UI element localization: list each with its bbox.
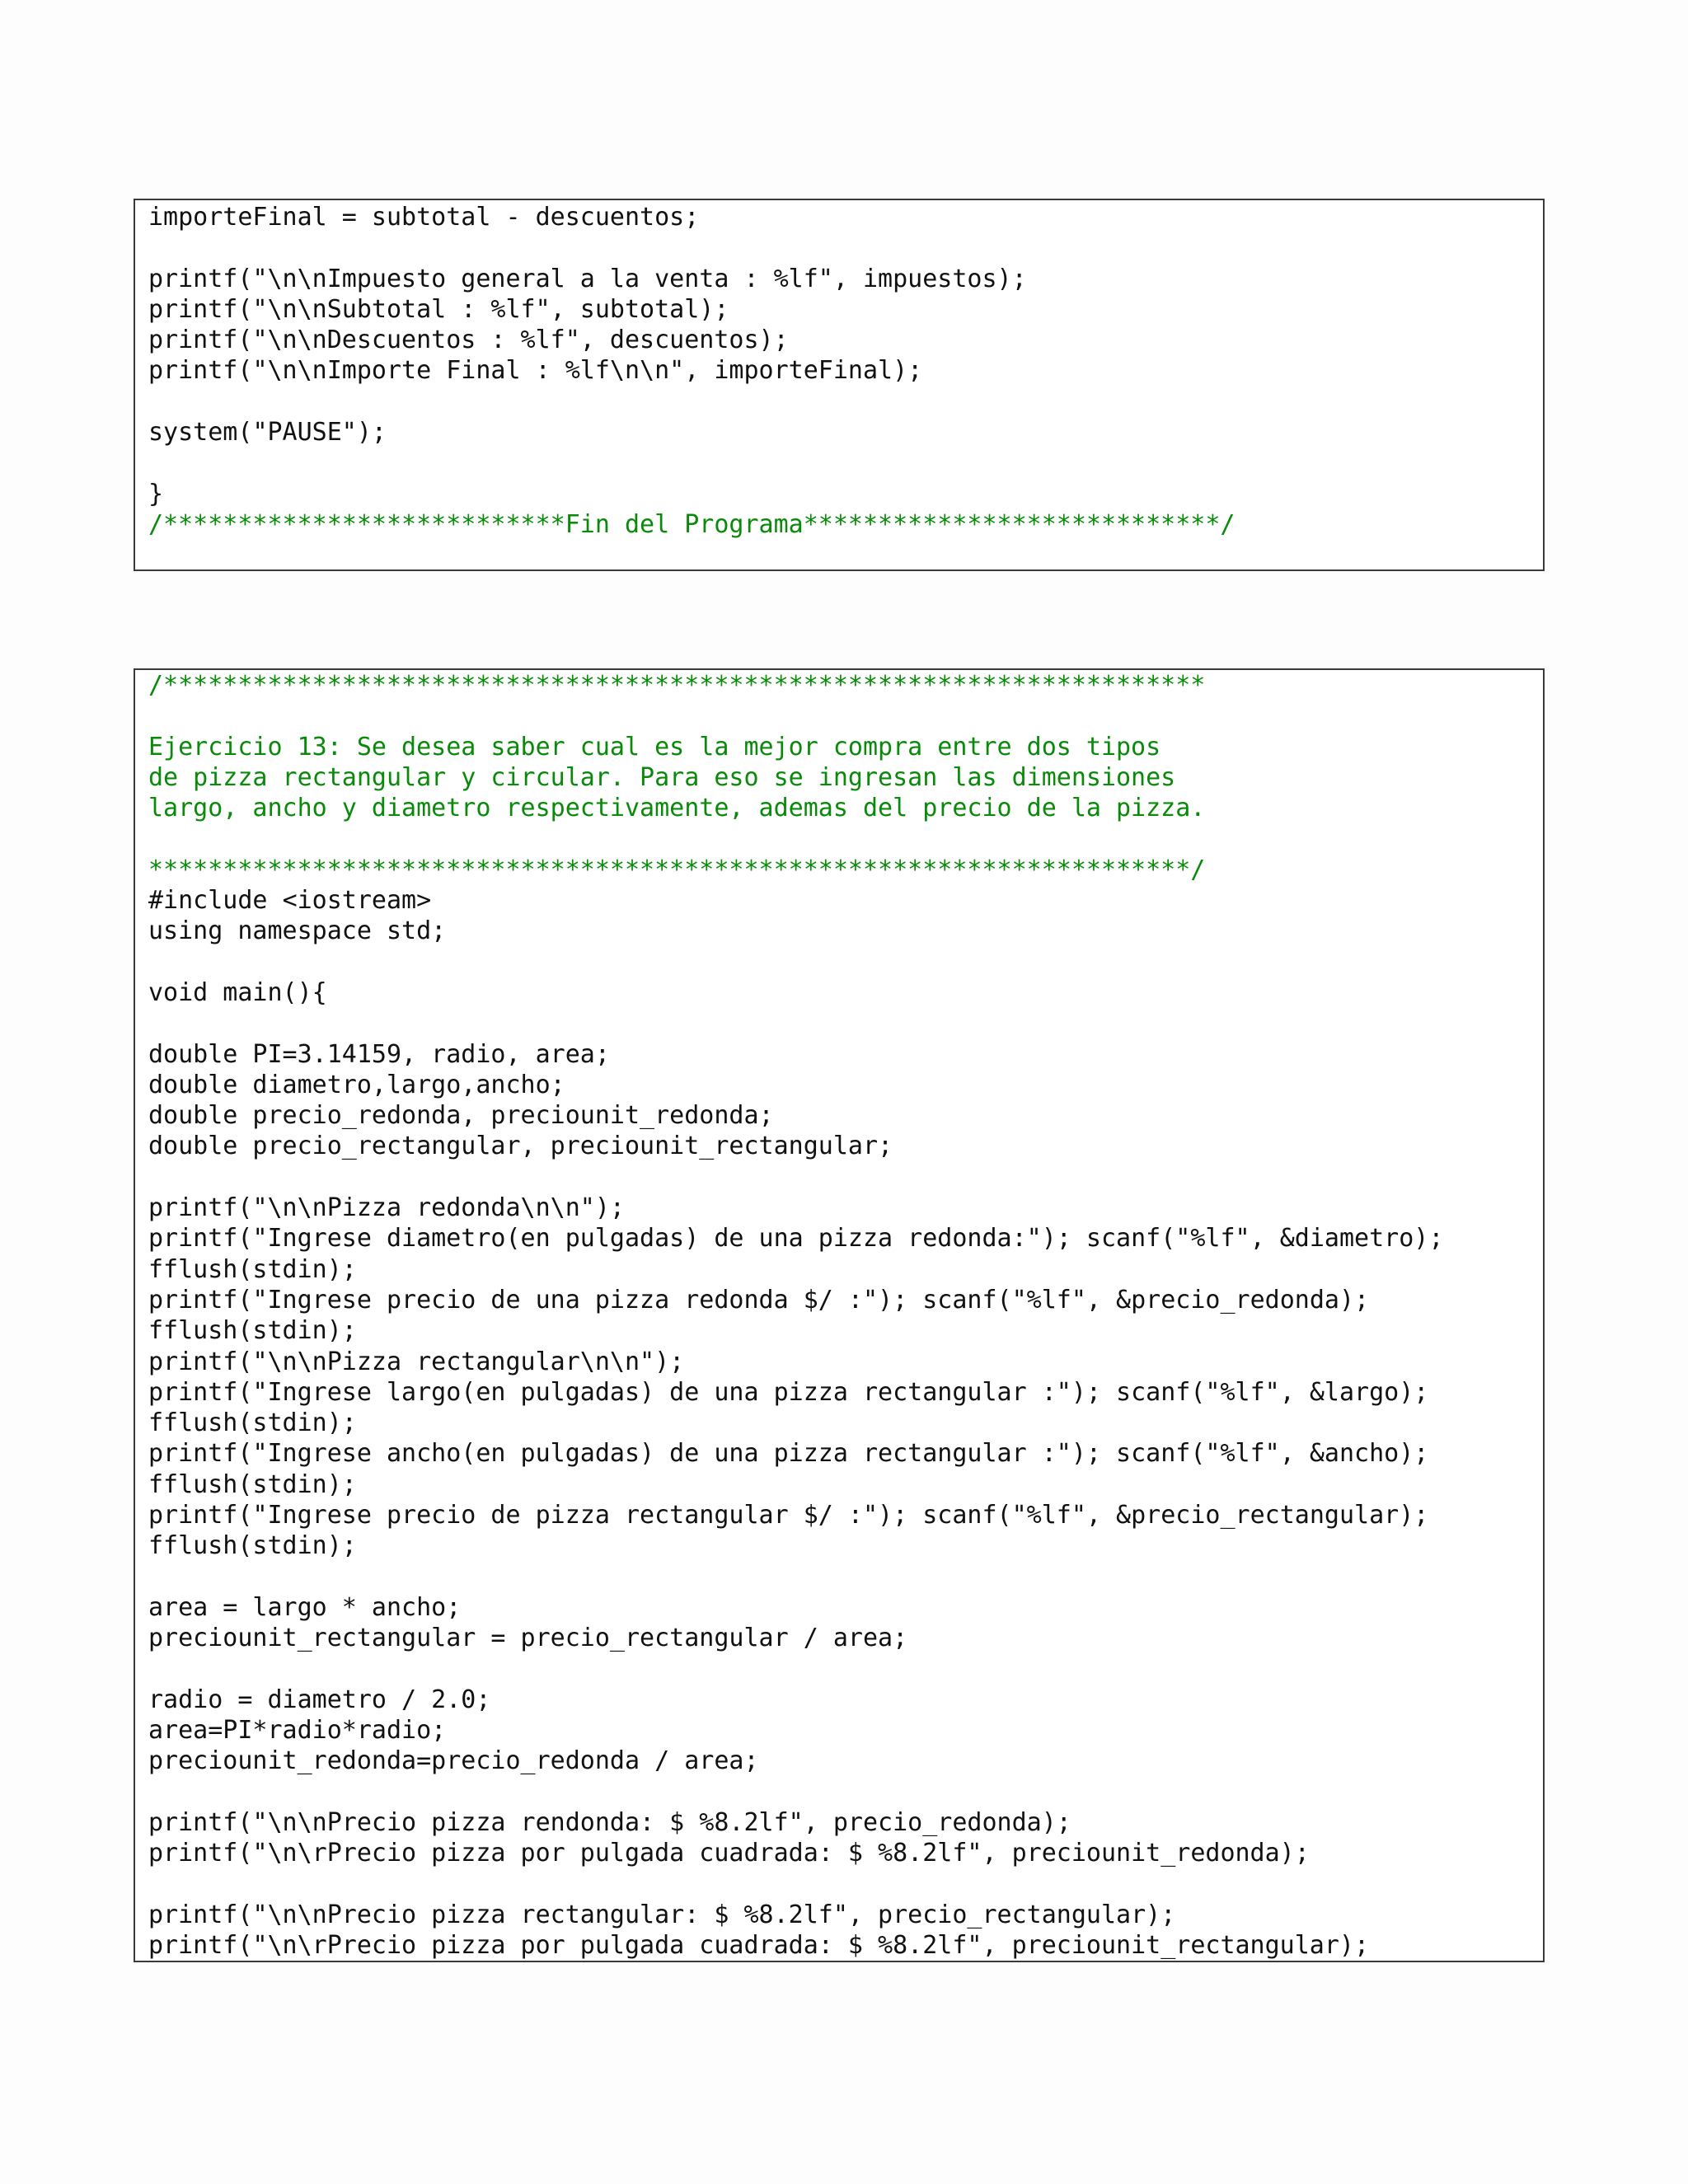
code-token-string: "\n\nPizza redonda\n\n" <box>252 1193 595 1223</box>
code-line <box>148 1408 1530 1438</box>
code-token-plain: ); scanf( <box>878 1501 1012 1530</box>
code-token-plain: radio = diametro / 2.0; <box>148 1685 491 1714</box>
code-token-plain: , &diametro); <box>1250 1224 1444 1254</box>
code-token-string: "%lf" <box>1205 1377 1280 1407</box>
code-token-plain: printf( <box>148 1501 253 1530</box>
code-token-plain: ); scanf( <box>1041 1224 1176 1254</box>
code-token-plain: , &precio_redonda); <box>1085 1285 1370 1315</box>
code-token-string: "Ingrese ancho(en pulgadas) de una pizza rectangular :" <box>252 1439 1071 1469</box>
code-token-keyword: void <box>148 977 209 1007</box>
code-token-keyword: using namespace <box>148 916 372 946</box>
code-token-plain: , &precio_rectangular); <box>1085 1501 1429 1530</box>
code-line <box>148 855 1530 885</box>
code-line <box>148 387 1530 417</box>
code-token-plain: diametro,largo,ancho; <box>237 1070 565 1099</box>
code-token-plain: , precio_redonda); <box>803 1807 1071 1837</box>
code-token-string: "\n\nPrecio pizza rendonda: $ %8.2lf" <box>252 1807 804 1837</box>
code-token-comment: /***************************Fin del Programa****************************/ <box>148 509 1236 539</box>
code-line <box>148 1438 1530 1469</box>
code-line <box>148 1469 1530 1500</box>
code-line <box>148 1900 1530 1930</box>
code-line <box>148 1930 1530 1961</box>
code-token-plain: fflush(stdin); <box>148 1531 357 1561</box>
code-token-plain: printf( <box>148 1807 253 1837</box>
code-token-string: "\n\nSubtotal : %lf" <box>252 294 551 324</box>
code-token-keyword: double <box>148 1101 238 1131</box>
code-line <box>148 1131 1530 1161</box>
code-token-plain: printf( <box>148 1439 253 1469</box>
code-token-string: "Ingrese precio de pizza rectangular $/ :" <box>252 1501 879 1530</box>
code-token-comment: **********************************************************************/ <box>148 855 1206 884</box>
code-line <box>148 1008 1530 1038</box>
code-line <box>148 479 1530 509</box>
code-line <box>148 885 1530 916</box>
code-token-plain: printf( <box>148 264 253 293</box>
code-line <box>148 1623 1530 1653</box>
code-token-plain: , subtotal); <box>550 294 729 324</box>
code-token-plain: ); scanf( <box>1071 1439 1206 1469</box>
code-token-plain: fflush(stdin); <box>148 1469 357 1499</box>
code-line <box>148 947 1530 977</box>
code-line <box>148 823 1530 854</box>
code-line <box>148 1223 1530 1254</box>
code-token-plain: ); <box>654 1347 685 1376</box>
code-token-plain: main(){ <box>208 977 327 1007</box>
code-line <box>148 232 1530 263</box>
code-line <box>148 1807 1530 1838</box>
code-token-keyword: double <box>148 1132 238 1161</box>
code-token-plain: , &largo); <box>1279 1377 1429 1407</box>
code-line <box>148 1500 1530 1530</box>
code-line <box>148 448 1530 478</box>
code-token-plain: ); <box>594 1193 625 1223</box>
code-line <box>148 325 1530 355</box>
code-line <box>148 1777 1530 1807</box>
code-token-plain: } <box>148 479 164 509</box>
code-token-string: "\n\nPrecio pizza rectangular: $ %8.2lf" <box>252 1900 848 1929</box>
code-token-plain: ); <box>356 418 387 448</box>
code-line <box>148 1315 1530 1346</box>
code-line <box>148 202 1530 232</box>
code-line <box>148 762 1530 793</box>
code-token-string: "Ingrese precio de una pizza redonda $/ :" <box>252 1285 879 1315</box>
code-token-string: "%lf" <box>1011 1285 1086 1315</box>
code-token-plain: area = largo * ancho; <box>148 1592 462 1622</box>
code-token-plain: printf( <box>148 1193 253 1223</box>
code-line <box>148 1715 1530 1746</box>
code-token-keyword: double <box>148 1039 238 1069</box>
code-token-plain: printf( <box>148 326 253 355</box>
code-line <box>148 355 1530 386</box>
code-token-plain: printf( <box>148 294 253 324</box>
code-token-plain: importeFinal = subtotal - descuentos; <box>148 203 700 232</box>
code-line <box>148 509 1530 540</box>
code-token-string: <iostream> <box>282 886 432 916</box>
code-block-end-of-program <box>134 199 1545 571</box>
code-token-plain: ); scanf( <box>1071 1377 1206 1407</box>
code-token-plain: precio_rectangular, preciounit_rectangular; <box>237 1132 893 1161</box>
code-line <box>148 1654 1530 1685</box>
code-line <box>148 1162 1530 1193</box>
code-token-plain: , preciounit_redonda); <box>982 1839 1310 1868</box>
code-token-plain: , precio_rectangular); <box>847 1900 1176 1929</box>
code-token-plain: , descuentos); <box>579 326 789 355</box>
code-token-plain: std; <box>371 916 447 946</box>
code-token-plain: printf( <box>148 1224 253 1254</box>
code-token-plain: area=PI*radio*radio; <box>148 1716 447 1746</box>
code-line <box>148 916 1530 946</box>
code-token-plain: printf( <box>148 356 253 386</box>
code-token-plain: , importeFinal); <box>684 356 923 386</box>
code-line <box>148 294 1530 325</box>
code-token-string: "\n\nPizza rectangular\n\n" <box>252 1347 655 1376</box>
code-line <box>148 1254 1530 1285</box>
code-token-plain: printf( <box>148 1377 253 1407</box>
code-line <box>148 264 1530 294</box>
code-token-comment: largo, ancho y diametro respectivamente, ademas del precio de la pizza. <box>148 794 1206 823</box>
code-line <box>148 1193 1530 1223</box>
code-line <box>148 1685 1530 1715</box>
code-line <box>148 1070 1530 1100</box>
code-token-plain: , impuestos); <box>832 264 1027 293</box>
code-token-string: "%lf" <box>1011 1501 1086 1530</box>
code-token-plain: fflush(stdin); <box>148 1254 357 1284</box>
code-token-string: "\n\nImporte Final : %lf\n\n" <box>252 356 685 386</box>
code-line <box>148 1838 1530 1868</box>
code-line <box>148 1100 1530 1131</box>
code-line <box>148 1039 1530 1070</box>
code-token-comment: Ejercicio 13: Se desea saber cual es la mejor compra entre dos tipos <box>148 732 1161 762</box>
code-line <box>148 1347 1530 1377</box>
code-line <box>148 701 1530 731</box>
code-token-plain: PI=3.14159, radio, area; <box>237 1039 610 1069</box>
code-token-plain: printf( <box>148 1285 253 1315</box>
code-token-plain: printf( <box>148 1900 253 1929</box>
code-token-string: "\n\nImpuesto general a la venta : %lf" <box>252 264 833 293</box>
code-line <box>148 670 1530 701</box>
code-token-keyword: #include <box>148 886 283 916</box>
code-token-comment: de pizza rectangular y circular. Para eso se ingresan las dimensiones <box>148 762 1176 792</box>
code-token-string: "\n\rPrecio pizza por pulgada cuadrada: $ %8.2lf" <box>252 1839 982 1868</box>
code-token-string: "%lf" <box>1205 1439 1280 1469</box>
code-line <box>148 977 1530 1008</box>
code-token-string: "PAUSE" <box>252 418 357 448</box>
code-line <box>148 1285 1530 1315</box>
code-token-string: "\n\nDescuentos : %lf" <box>252 326 580 355</box>
code-token-keyword: double <box>148 1070 238 1099</box>
code-token-plain: preciounit_redonda=precio_redonda / area; <box>148 1746 759 1776</box>
code-token-plain: printf( <box>148 1931 253 1961</box>
code-line <box>148 1562 1530 1592</box>
code-token-string: "\n\rPrecio pizza por pulgada cuadrada: $ %8.2lf" <box>252 1931 982 1961</box>
code-token-plain: , &ancho); <box>1279 1439 1429 1469</box>
code-line <box>148 793 1530 823</box>
code-token-plain: fflush(stdin); <box>148 1408 357 1438</box>
code-token-plain: system( <box>148 418 253 448</box>
code-token-plain: , preciounit_rectangular); <box>982 1931 1370 1961</box>
code-token-plain: printf( <box>148 1839 253 1868</box>
code-line <box>148 732 1530 762</box>
code-line <box>148 1746 1530 1776</box>
code-token-string: "Ingrese diametro(en pulgadas) de una pizza redonda:" <box>252 1224 1042 1254</box>
code-token-plain: preciounit_rectangular = precio_rectangular / area; <box>148 1624 908 1653</box>
code-line <box>148 1869 1530 1900</box>
code-token-plain: precio_redonda, preciounit_redonda; <box>237 1101 774 1131</box>
code-line <box>148 1377 1530 1408</box>
code-token-comment: /********************************************************************** <box>148 671 1206 700</box>
code-line <box>148 1592 1530 1623</box>
code-token-plain: fflush(stdin); <box>148 1316 357 1346</box>
code-token-string: "Ingrese largo(en pulgadas) de una pizza rectangular :" <box>252 1377 1071 1407</box>
code-token-string: "%lf" <box>1175 1224 1250 1254</box>
code-line <box>148 1530 1530 1561</box>
code-token-plain: printf( <box>148 1347 253 1376</box>
code-block-ejercicio-13 <box>134 668 1545 1962</box>
code-line <box>148 417 1530 448</box>
code-token-plain: ); scanf( <box>878 1285 1012 1315</box>
